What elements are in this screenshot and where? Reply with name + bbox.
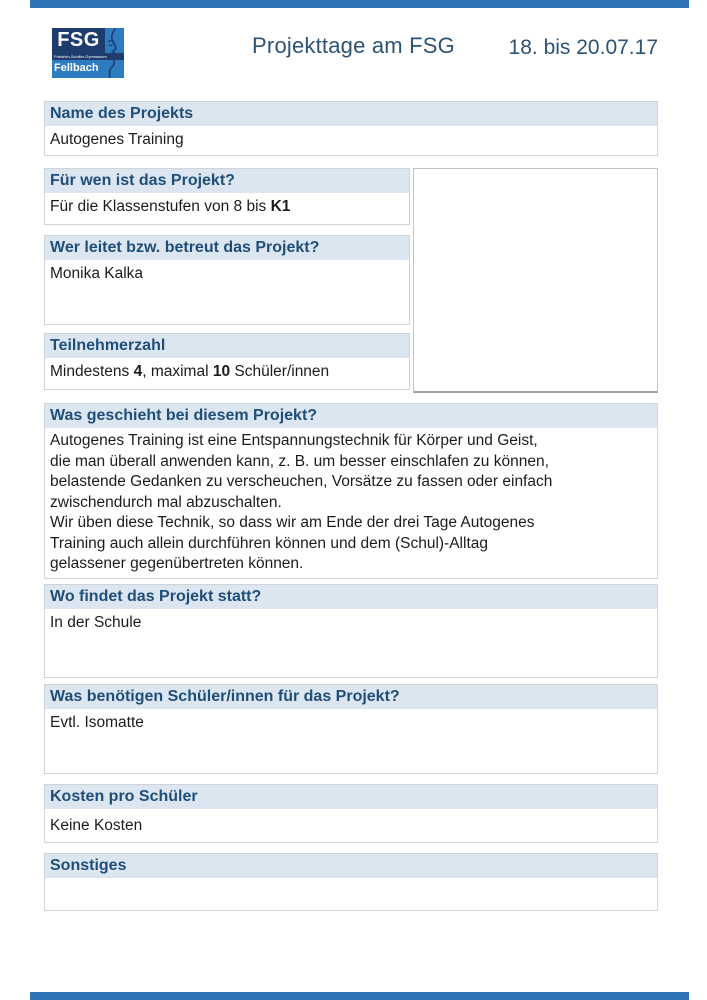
project-name-value: Autogenes Training — [50, 131, 184, 148]
section-location — [44, 584, 658, 678]
left-column — [44, 168, 410, 390]
section-header-materials: Was benötigen Schüler/innen für das Projekt? — [45, 685, 657, 709]
leader-value: Monika Kalka — [50, 265, 144, 282]
misc-value — [45, 878, 657, 910]
form-content — [44, 101, 658, 911]
logo-abbr: FSG — [52, 28, 105, 53]
location-value: In der Schule — [50, 613, 142, 631]
section-header-leader: Wer leitet bzw. betreut das Projekt? — [45, 236, 409, 260]
section-header-description: Was geschieht bei diesem Projekt? — [45, 404, 657, 428]
participants-value: Mindestens 4, maximal 10 Schüler/innen — [50, 363, 330, 380]
section-materials — [44, 684, 658, 774]
section-leader — [44, 235, 410, 325]
page-title: Projekttage am FSG — [252, 33, 455, 58]
top-divider-rule — [30, 0, 689, 8]
section-misc — [44, 853, 658, 911]
section-audience — [44, 168, 410, 225]
section-costs — [44, 784, 658, 843]
audience-value: Für die Klassenstufen von 8 bis K1 — [50, 198, 291, 215]
two-column-region — [44, 168, 658, 393]
section-header-misc: Sonstiges — [45, 854, 657, 878]
materials-value: Evtl. Isomatte — [50, 713, 144, 731]
costs-value: Keine Kosten — [50, 816, 143, 834]
section-header-participants: Teilnehmerzahl — [45, 334, 409, 358]
section-participants — [44, 333, 410, 390]
logo-city: Fellbach — [54, 62, 99, 74]
logo-school-name: Friedrich-Schiller-Gymnasium — [52, 53, 124, 60]
description-value: Autogenes Training ist eine Entspannungstechnik für Körper und Geist, die man überall anwenden kann, z. B. um besser einschlafen zu können, belastende Gedanken zu verscheuchen, Vorsätze zu fassen oder einfach zwischendurch mal abzuschalten. Wir üben diese Technik, so dass wir am Ende der drei Tage Autogenes Training auch allein durchführen können und dem (Schul)-Alltag gelassener gegenübertreten können. — [50, 432, 553, 572]
bottom-divider-rule — [30, 992, 689, 1000]
empty-attachment-box — [413, 168, 658, 393]
page-date-range: 18. bis 20.07.17 — [508, 36, 658, 59]
section-header-costs: Kosten pro Schüler — [45, 785, 657, 809]
section-header-audience: Für wen ist das Projekt? — [45, 169, 409, 193]
section-description — [44, 403, 658, 579]
section-project-name — [44, 101, 658, 156]
section-header-project-name: Name des Projekts — [45, 102, 657, 126]
section-header-location: Wo findet das Projekt statt? — [45, 585, 657, 609]
